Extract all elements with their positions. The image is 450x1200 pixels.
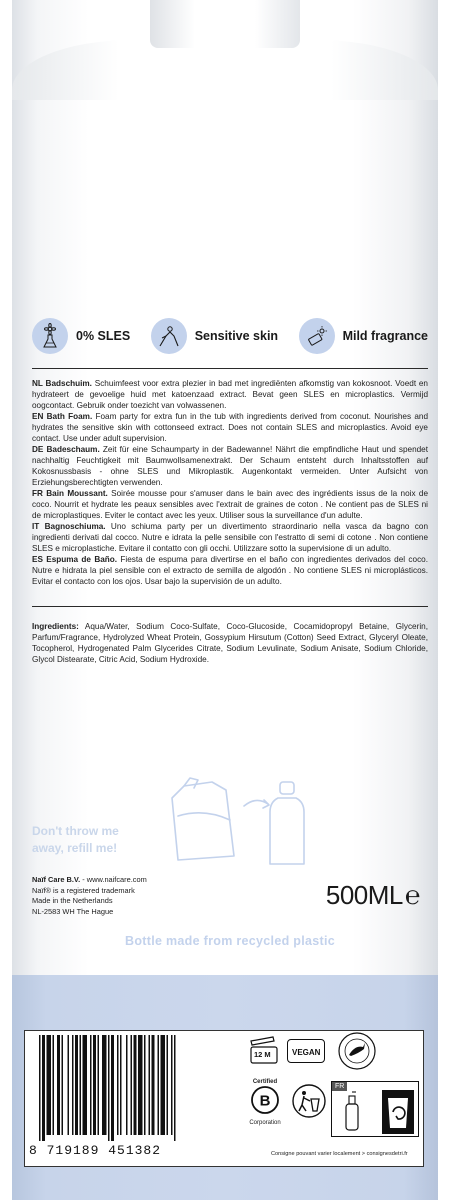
company-info (32, 875, 147, 917)
tidyman-symbol (291, 1083, 327, 1124)
claim-label: Sensitive skin (194, 329, 279, 343)
barcode-bar (171, 1035, 173, 1135)
recycled-plastic-note: Bottle made from recycled plastic (125, 934, 335, 948)
barcode-bar (111, 1035, 114, 1141)
description-es (32, 554, 428, 587)
triman-note: Consigne pouvant varier localement > consignesdetri.fr (271, 1151, 408, 1157)
ingredients-list (32, 621, 428, 665)
regulatory-label (24, 1030, 424, 1167)
barcode-bar (42, 1035, 45, 1141)
b-corp-icon (250, 1085, 280, 1115)
barcode-bar (138, 1035, 143, 1135)
refill-line: away, refill me! (32, 841, 118, 855)
triman-country: FR (332, 1082, 347, 1091)
estimated-sign-icon: ℮ (404, 880, 420, 910)
barcode-bar (53, 1035, 55, 1135)
barcode-bar (174, 1035, 176, 1141)
description-nl (32, 378, 428, 411)
b-corp-logo (247, 1079, 283, 1126)
description-heading: NL Badschuim. (32, 379, 92, 388)
barcode-bar (80, 1035, 82, 1135)
barcode-bar (57, 1035, 60, 1135)
description-fr (32, 488, 428, 521)
barcode-bar (108, 1035, 110, 1141)
description-it (32, 521, 428, 554)
address-line: NL-2583 WH The Hague (32, 906, 114, 916)
claims-row (32, 318, 428, 354)
barcode-bar (83, 1035, 88, 1135)
barcode-bar (47, 1035, 52, 1135)
barcode-bar (98, 1035, 100, 1135)
barcode-bar (152, 1035, 155, 1135)
barcode-bar (117, 1035, 119, 1135)
claim-label: Mild fragrance (342, 329, 428, 343)
description-en (32, 411, 428, 444)
description-text: Uno schiuma party per un divertimento straordinario nella vasca da bagno con ingredienti derivati dal cocco. Nutre e idrata la pelle sensibile con l'estratto di semi di cotone . Non contiene SLES e microplastiche. Evitare il contatto con gli occhi. Utilizzare sotto la supervisione di un adulto. (32, 522, 429, 553)
svg-text:B: B (259, 1092, 271, 1110)
divider (32, 368, 428, 369)
leaping-bunny-icon (337, 1031, 377, 1071)
divider (32, 606, 428, 607)
barcode-bar (158, 1035, 160, 1135)
b-corp-top-label: Certified (252, 1079, 278, 1085)
barcode-bar (167, 1035, 169, 1135)
claim-sensitive-skin (151, 318, 278, 354)
description-text: Zeit für eine Schaumparty in der Badewanne! Nährt die empfindliche Haut und spendet nachhaltig Feuchtigkeit mit Baumwollsamenextrakt. Der Schaum entsteht durch Inhaltsstoffen auf Kokosnussbasis - ohne SLES und Mikroplastik. Augenkontakt vermeiden. Unter Aufsicht von Erziehungsberechtigten verwenden. (32, 445, 429, 487)
barcode-bar (102, 1035, 107, 1135)
volume-amount: 500ML (325, 880, 403, 910)
company-line: Naïf Care B.V. - www.naifcare.com (32, 875, 147, 884)
bottle-neck (150, 0, 300, 48)
claim-label: 0% SLES (76, 329, 131, 343)
pao-symbol (247, 1035, 283, 1070)
product-descriptions (32, 378, 428, 587)
description-heading: FR Bain Moussant. (32, 489, 108, 498)
barcode-bar (62, 1035, 64, 1135)
description-heading: EN Bath Foam. (32, 412, 93, 421)
barcode-bar (134, 1035, 137, 1135)
company-name: Naïf Care B.V. (32, 875, 81, 884)
description-text: Soirée mousse pour s'amuser dans le bain avec des ingrédients issus de la noix de coco. Nourrit et hydrate les peaux sensibles avec l'extrait de graines de coton . Ne contient pas de SLES ni de microplastiques. Eviter le contact avec les yeux. Utiliser sous la surveillance d'un adulte. (32, 489, 428, 520)
description-text: Schuimfeest voor extra plezier in bad met ingrediënten afkomstig van kokosnoot. Voedt en hydrateert de gevoelige huid met katoenzaad extract. Bevat geen SLES en microplastics. Vermijd oogcontact. Gebruik onder toezicht van volwassenen. (32, 379, 428, 410)
vegan-badge (287, 1039, 325, 1063)
company-website: www.naifcare.com (86, 875, 147, 884)
barcode-bar (90, 1035, 92, 1135)
leaping-bunny-logo (337, 1031, 377, 1076)
refill-pouch-to-bottle-icon (164, 768, 314, 868)
trademark-line: Naïf® is a registered trademark (32, 885, 135, 895)
refill-line: Don't throw me (32, 824, 119, 838)
barcode-bar (93, 1035, 96, 1135)
triman-box (331, 1081, 419, 1137)
description-heading: DE Badeschaum. (32, 445, 100, 454)
barcode-bar (75, 1035, 78, 1135)
net-volume (326, 880, 420, 911)
claim-no-sles (32, 318, 130, 354)
made-in-line: Made in the Netherlands (32, 896, 113, 905)
pao-label: 12 M (254, 1050, 271, 1059)
description-text: Fiesta de espuma para divertirse en el baño con ingredientes derivados del coco. Nutre e hidrata la piel sensible con el extracto de semilla de algodón . No contiene SLES ni microplásticos. Evitar el contacto con los ojos. Usar bajo la supervisión de un adulto. (32, 555, 428, 586)
b-corp-bottom-label: Corporation (249, 1120, 281, 1126)
claim-mild-fragrance (299, 318, 428, 354)
description-heading: ES Espuma de Baño. (32, 555, 118, 564)
barcode-bar (161, 1035, 166, 1135)
barcode-bar (144, 1035, 146, 1135)
barcode-bar (120, 1035, 122, 1135)
barcode-bar (68, 1035, 70, 1135)
tidyman-icon (291, 1083, 327, 1119)
flower-flask-icon (32, 318, 68, 354)
barcode-bar (72, 1035, 74, 1135)
tube-leaf-icon (299, 318, 335, 354)
barcode-digits: 8 719189 451382 (29, 1143, 162, 1158)
ingredients-heading: Ingredients: (32, 622, 79, 631)
description-de (32, 444, 428, 488)
barcode-bar (39, 1035, 41, 1141)
refill-message (32, 823, 152, 857)
vegan-label: VEGAN (292, 1048, 321, 1057)
barcode-icon (33, 1035, 238, 1143)
description-text: Foam party for extra fun in the tub with ingredients derived from coconut. Nourishes and hydrates the sensitive skin with cottonseed extract. Does not contain SLES and microplastics. Avoid eye contact. Use under adult supervision. (32, 412, 429, 443)
barcode-bar (126, 1035, 128, 1135)
barcode-bar (149, 1035, 151, 1135)
bottle-shoulder (12, 40, 438, 100)
yoga-figure-icon (151, 318, 187, 354)
ingredients-text: Aqua/Water, Sodium Coco-Sulfate, Coco-Glucoside, Cocamidopropyl Betaine, Glycerin, Parfum/Fragrance, Hydrolyzed Wheat Protein, Gossypium Hirsutum (Cotton) Seed Extract, Glyceryl Oleate, Tocopherol, Hydrogenated Palm Glycerides Citrate, Sodium Levulinate, Sodium Anisate, Sodium Chloride, Glycol Distearate, Citric Acid, Sodium Hydroxide. (32, 622, 428, 664)
description-heading: IT Bagnoschiuma. (32, 522, 106, 531)
refill-illustration (164, 768, 314, 873)
barcode-bar (131, 1035, 133, 1135)
